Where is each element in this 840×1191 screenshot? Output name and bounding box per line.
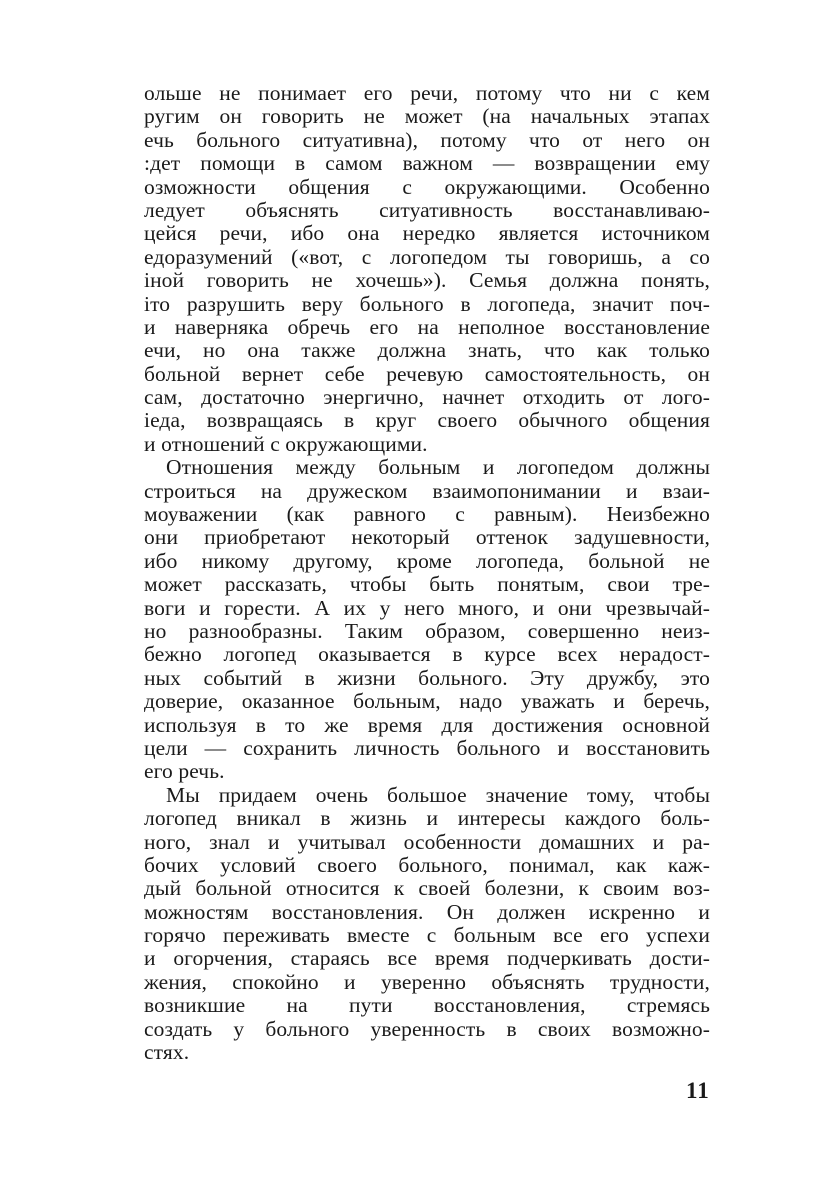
paragraph-1 — [120, 82, 710, 456]
text-line: ледует объяснять ситуативность восстанавливаю- — [144, 197, 710, 222]
text-line: едоразумений («вот, с логопедом ты говоришь, а со — [144, 244, 710, 269]
text-line: можностям восстановления. Он должен искренно и — [144, 899, 710, 924]
text-line: строиться на дружеском взаимопонимании и взаи- — [144, 478, 710, 503]
text-line: цели — сохранить личность больного и восстановить — [144, 735, 710, 760]
page-body-text — [120, 82, 710, 1064]
text-line: и наверняка обречь его на неполное восстановление — [144, 314, 710, 339]
text-line: ибо никому другому, кроме логопеда, больной не — [144, 548, 710, 573]
text-line: іной говорить не хочешь»). Семья должна понять, — [144, 268, 710, 293]
text-line: ечи, но она также должна знать, что как только — [144, 338, 710, 363]
text-line: ного, знал и учитывал особенности домашних и ра- — [144, 829, 710, 854]
text-line: цейся речи, ибо она нередко является источником — [144, 221, 710, 246]
text-line: жения, спокойно и уверенно объяснять трудности, — [144, 969, 710, 994]
text-line: они приобретают некоторый оттенок задушевности, — [144, 525, 710, 550]
text-line: іто разрушить веру больного в логопеда, значит поч- — [144, 291, 710, 316]
text-line: стях. — [144, 1040, 190, 1065]
text-line: моуважении (как равного с равным). Неизбежно — [144, 502, 710, 527]
text-line: ных событий в жизни больного. Эту дружбу, это — [144, 665, 710, 690]
text-line: ечь больного ситуативна), потому что от него он — [144, 127, 710, 152]
text-line: может рассказать, чтобы быть понятым, свои тре- — [144, 572, 710, 597]
paragraph-3 — [120, 784, 710, 1065]
text-line: бочих условий своего больного, понимал, как каж- — [144, 852, 710, 877]
text-line: доверие, оказанное больным, надо уважать и беречь, — [144, 689, 710, 714]
text-line: Мы придаем очень большое значение тому, чтобы — [166, 782, 710, 807]
text-line: создать у больного уверенность в своих возможно- — [144, 1016, 710, 1041]
text-line: іеда, возвращаясь в круг своего обычного общения — [144, 408, 710, 433]
text-line: бежно логопед оказывается в курсе всех нерадост- — [144, 642, 710, 667]
text-line: горячо переживать вместе с больным все его успехи — [144, 923, 710, 948]
text-line: но разнообразны. Таким образом, совершенно неиз- — [144, 618, 710, 643]
text-line: и огорчения, стараясь все время подчеркивать дости- — [144, 946, 710, 971]
text-line: возникшие на пути восстановления, стремясь — [144, 993, 710, 1018]
text-line: сам, достаточно энергично, начнет отходить от лого- — [144, 385, 710, 410]
paragraph-2 — [120, 456, 710, 783]
text-line: используя в то же время для достижения основной — [144, 712, 710, 737]
text-line: ругим он говорить не может (на начальных этапах — [144, 104, 710, 129]
text-line: воги и горести. А их у него много, и они чрезвычай- — [144, 595, 710, 620]
page-number: 11 — [686, 1078, 710, 1103]
text-line: Отношения между больным и логопедом должны — [166, 455, 710, 480]
text-line: его речь. — [144, 759, 225, 784]
text-line: и отношений с окружающими. — [144, 431, 428, 456]
text-line: дый больной относится к своей болезни, к своим воз- — [144, 876, 710, 901]
text-line: :дет помощи в самом важном — возвращении ему — [144, 151, 710, 176]
text-line: больной вернет себе речевую самостоятельность, он — [144, 361, 710, 386]
text-line: озможности общения с окружающими. Особенно — [144, 174, 710, 199]
text-line: логопед вникал в жизнь и интересы каждого боль- — [144, 806, 710, 831]
text-line: ольше не понимает его речи, потому что ни с кем — [144, 81, 710, 105]
